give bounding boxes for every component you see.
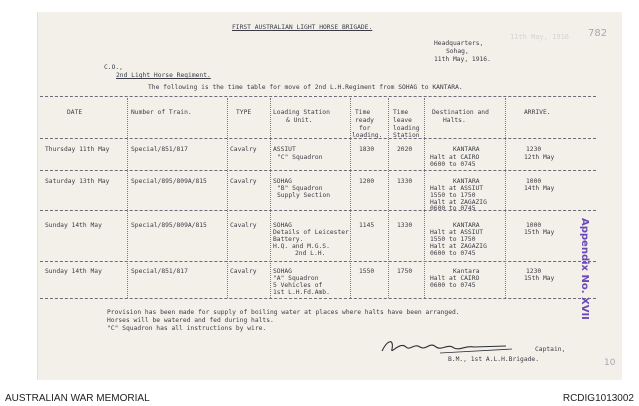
header-arrive: ARRIVE. xyxy=(524,109,551,116)
cell-arrive: 15th May xyxy=(524,275,555,282)
footer-reference-id: RCDIG1013002 xyxy=(562,393,634,404)
cell-station: "B" Squadron xyxy=(277,185,323,192)
folio-number: 782 xyxy=(588,28,608,39)
cell-leave: 2020 xyxy=(397,146,413,153)
cell-leave: 1750 xyxy=(397,268,413,275)
cell-dest: 1550 to 1750 xyxy=(430,236,476,243)
cell-station: 2nd L.H. xyxy=(295,250,326,257)
cell-station: "A" Squadron xyxy=(273,275,319,282)
cell-date: Saturday 13th May xyxy=(45,178,110,185)
cell-station: SOHAG xyxy=(273,222,292,229)
cell-dest: Halt at ASSIUT xyxy=(430,229,484,236)
header-ready-2: ready xyxy=(355,117,374,124)
cell-ready: 1830 xyxy=(359,146,375,153)
table-top-rule xyxy=(40,96,596,97)
cell-dest: 0600 to 0745 xyxy=(430,282,476,289)
cell-date: Thursday 11th May xyxy=(45,146,110,153)
cell-dest: KANTARA xyxy=(453,146,480,153)
note-water: Provision has been made for supply of boiling water at places where halts have been arranged. xyxy=(107,309,460,316)
row-divider xyxy=(40,261,596,262)
cell-dest: Halt at ZAGAZIG xyxy=(430,199,487,206)
cell-dest: Kantara xyxy=(453,268,480,275)
cell-train: Special/851/817 xyxy=(131,146,188,153)
header-dest-2: Halts. xyxy=(443,117,466,124)
received-stamp: 11th May, 1916 xyxy=(510,33,570,41)
header-type: TYPE xyxy=(236,109,252,116)
cell-station: Details of Leicester xyxy=(273,229,349,236)
header-dest-1: Destination and xyxy=(432,109,489,116)
table-bottom-rule xyxy=(40,298,596,299)
cell-arrive: 1000 xyxy=(526,178,542,185)
header-ready-3: for xyxy=(359,125,371,132)
cell-station: 5 Vehicles of xyxy=(273,282,323,289)
cell-station: SOHAG xyxy=(273,268,292,275)
header-station-1: Loading Station xyxy=(273,109,330,116)
cell-ready: 1200 xyxy=(359,178,375,185)
header-leave-3: loading xyxy=(393,125,420,132)
cell-arrive: 1000 xyxy=(526,222,542,229)
cell-dest: Halt at ZAGAZIG xyxy=(430,243,487,250)
cell-station: H.Q. and M.G.S. xyxy=(273,243,330,250)
cell-train: Special/895/809A/815 xyxy=(131,222,207,229)
cell-ready: 1145 xyxy=(359,222,375,229)
cell-station: ASSIUT xyxy=(273,146,296,153)
column-divider xyxy=(388,98,389,298)
cell-dest: Halt at ASSIUT xyxy=(430,185,484,192)
cell-type: Cavalry xyxy=(230,222,257,229)
appendix-annotation: Appendix No. XVII xyxy=(579,218,590,320)
cell-type: Cavalry xyxy=(230,178,257,185)
cell-station: Supply Section xyxy=(277,192,331,199)
cell-dest: 0600 to 0745 xyxy=(430,161,476,168)
column-divider xyxy=(350,98,351,298)
cell-train: Special/851/817 xyxy=(131,268,188,275)
cell-arrive: 14th May xyxy=(524,185,555,192)
header-ready-1: Time xyxy=(355,109,371,116)
cell-date: Sunday 14th May xyxy=(45,268,102,275)
cell-dest: Halt at CAIRO xyxy=(430,154,480,161)
header-ready-4: loading. xyxy=(352,132,383,139)
header-leave-1: Time xyxy=(393,109,409,116)
cell-arrive: 15th May xyxy=(524,229,555,236)
column-divider xyxy=(424,98,425,298)
cell-leave: 1330 xyxy=(397,178,413,185)
addressee-line-2: 2nd Light Horse Regiment. xyxy=(116,72,211,79)
note-squadron: "C" Squadron has all instructions by wire. xyxy=(107,325,267,332)
cell-dest: 0600 to 0745 xyxy=(430,205,476,212)
column-divider xyxy=(127,98,128,298)
cell-station: "C" Squadron xyxy=(277,154,323,161)
signature-rank: Captain, xyxy=(535,346,566,353)
header-date: DATE xyxy=(67,109,83,116)
header-station-2: & Unit. xyxy=(286,117,313,124)
cell-train: Special/895/809A/815 xyxy=(131,178,207,185)
cell-dest: 0600 to 0745 xyxy=(430,250,476,257)
cell-leave: 1330 xyxy=(397,222,413,229)
column-divider xyxy=(270,98,271,298)
row-divider xyxy=(40,210,596,211)
hq-line-1: Headquarters, xyxy=(434,40,484,47)
cell-dest: Halt at CAIRO xyxy=(430,275,480,282)
cell-type: Cavalry xyxy=(230,268,257,275)
addressee-line-1: C.O., xyxy=(104,64,123,71)
cell-station: 1st L.H.Fd.Amb. xyxy=(273,289,330,296)
cell-date: Sunday 14th May xyxy=(45,222,102,229)
header-leave-2: leave xyxy=(393,117,412,124)
footer-archive-name: AUSTRALIAN WAR MEMORIAL xyxy=(5,393,150,404)
cell-arrive: 12th May xyxy=(524,154,555,161)
cell-station: Battery. xyxy=(273,236,304,243)
cell-ready: 1550 xyxy=(359,268,375,275)
note-horses: Horses will be watered and fed during halts. xyxy=(107,317,274,324)
signature-title: B.M., 1st A.L.H.Brigade. xyxy=(448,356,539,363)
document-title: FIRST AUSTRALIAN LIGHT HORSE BRIGADE. xyxy=(232,24,373,31)
table-header-rule xyxy=(40,138,596,139)
cell-arrive: 1230 xyxy=(526,146,542,153)
hq-line-2: Sohag, xyxy=(446,48,469,55)
cell-dest: KANTARA xyxy=(453,222,480,229)
header-leave-4: Station xyxy=(393,132,420,139)
header-train: Number of Train. xyxy=(131,109,192,116)
column-divider xyxy=(227,98,228,298)
intro-text: The following is the time table for move of 2nd L.H.Regiment from SOHAG to KANTARA. xyxy=(148,84,463,91)
bottom-pencil-mark: 10 xyxy=(604,358,616,368)
cell-dest: KANTARA xyxy=(453,178,480,185)
cell-arrive: 1230 xyxy=(526,268,542,275)
cell-type: Cavalry xyxy=(230,146,257,153)
cell-dest: 1550 to 1750 xyxy=(430,192,476,199)
row-divider xyxy=(40,170,596,171)
column-divider xyxy=(505,98,506,298)
hq-line-3: 11th May, 1916. xyxy=(434,56,491,63)
cell-station: SOHAG xyxy=(273,178,292,185)
